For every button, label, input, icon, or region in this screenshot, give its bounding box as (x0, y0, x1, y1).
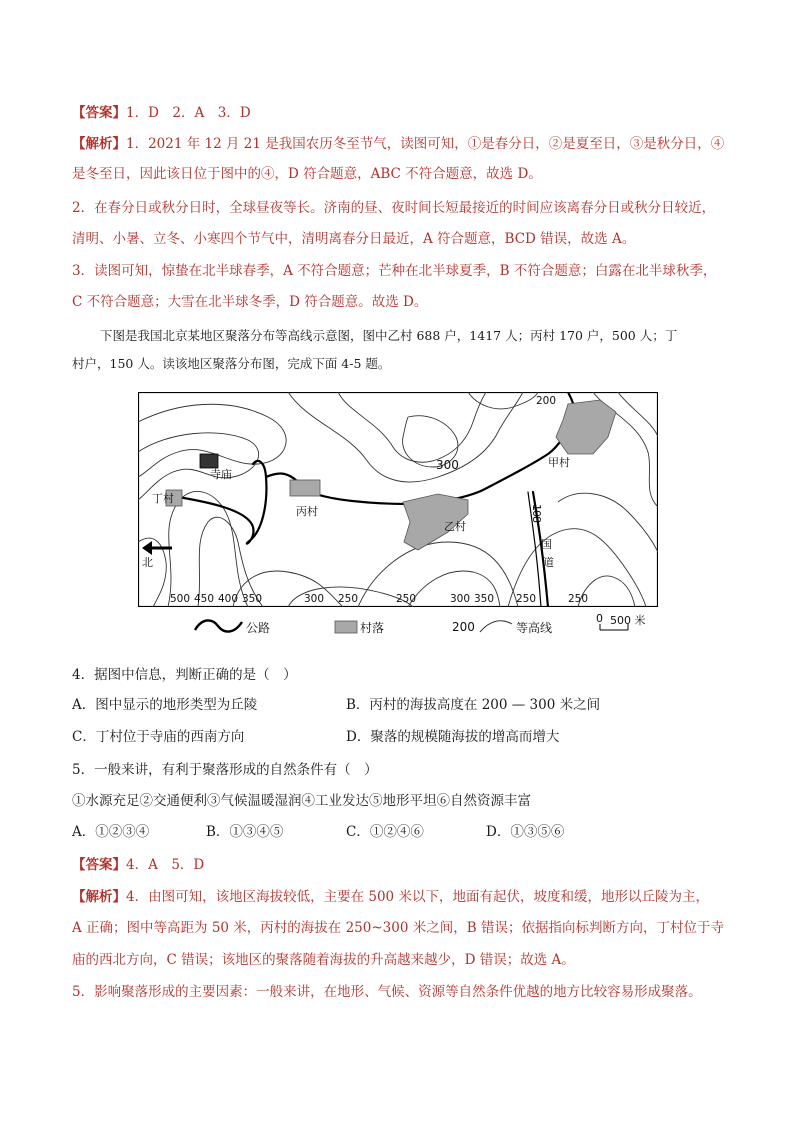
q5-option-c: C．①②④⑥ (346, 824, 424, 840)
analysis-1-line-4: 清明、小暑、立冬、小寒四个节气中，清明离春分日最近，A 符合题意，BCD 错误，故选 A。 (72, 231, 636, 247)
map-legend (190, 614, 670, 638)
answer-line-1 (72, 103, 251, 123)
analysis-tag: 【解析】 (72, 136, 126, 152)
legend-scale-zero: 0 (596, 612, 603, 625)
label-temple: 寺庙 (210, 468, 232, 481)
q4-option-c: C．丁村位于寺庙的西南方向 (72, 729, 245, 745)
analysis-1-line-2: 是冬至日，因此该日位于图中的④，D 符合题意，ABC 不符合题意，故选 D。 (72, 166, 542, 182)
answer-tag: 【答案】 (72, 105, 126, 121)
tick-label: 400 (218, 593, 239, 605)
answer-text: 1．D 2．A 3．D (126, 105, 251, 121)
label-jia: 甲村 (548, 456, 570, 469)
q4-option-a: A．图中显示的地形类型为丘陵 (72, 697, 258, 713)
analysis-2-line-3: 庙的西北方向，C 错误；该地区的聚落随着海拔的升高越来越少，D 错误；故选 A。 (72, 952, 575, 968)
village-bing (290, 480, 320, 496)
analysis-1-line-6: C 不符合题意；大雪在北半球冬季，D 符合题意。故选 D。 (72, 294, 428, 310)
intro-line-1: 下图是我国北京某地区聚落分布等高线示意图，图中乙村 688 户，1417 人；丙村 170 户，500 人；丁 (100, 328, 678, 343)
q5-stem: 5．一般来讲，有利于聚落形成的自然条件有（ ） (72, 762, 378, 778)
tick-label: 450 (194, 593, 215, 605)
legend-contour-label: 等高线 (516, 621, 553, 635)
tick-label: 350 (474, 593, 495, 605)
contour-map-svg (138, 392, 658, 607)
legend-contour-icon (480, 621, 512, 632)
answer-text: 4．A 5．D (126, 857, 205, 873)
legend-road-icon (195, 620, 242, 631)
legend-road-label: 公路 (246, 621, 271, 635)
q5-items: ①水源充足②交通便利③气候温暖湿润④工业发达⑤地形平坦⑥自然资源丰富 (72, 793, 531, 809)
tick-label: 300 (304, 593, 325, 605)
label-bing: 丙村 (296, 505, 318, 518)
tick-label: 250 (338, 593, 359, 605)
label-road-108: 108 (530, 504, 543, 522)
label-guo: 国 (541, 538, 552, 551)
analysis-2-line-2: A 正确；图中等高距为 50 米，丙村的海拔在 250~300 米之间，B 错误；依据指向标判断方向，丁村位于寺 (72, 920, 724, 936)
analysis-1-line-5: 3．读图可知，惊蛰在北半球春季，A 不符合题意；芒种在北半球夏季，B 不符合题意；白露在北半球秋季， (72, 263, 717, 279)
intro-line-2: 村户，150 人。读该地区聚落分布图，完成下面 4-5 题。 (72, 356, 391, 371)
q5-option-d: D．①③⑤⑥ (486, 824, 565, 840)
legend-village-label: 村落 (360, 621, 385, 635)
q4-stem: 4．据图中信息，判断正确的是（ ） (72, 667, 297, 683)
label-yi: 乙村 (444, 520, 466, 533)
tick-label: 250 (568, 593, 589, 605)
tick-label: 250 (516, 593, 537, 605)
label-contour-200: 200 (536, 395, 557, 407)
tick-label: 500 (170, 593, 191, 605)
q5-option-a: A．①②③④ (72, 824, 150, 840)
legend-contour-value: 200 (452, 620, 475, 634)
legend-village-icon (335, 621, 357, 633)
analysis-2-line-1 (72, 887, 709, 907)
label-north: 北 (142, 556, 153, 569)
analysis-2-line-4: 5．影响聚落形成的主要因素：一般来讲，在地形、气候、资源等自然条件优越的地方比较容易形成聚落。 (72, 984, 702, 1000)
tick-label: 350 (242, 593, 263, 605)
legend-scale-label: 500 米 (610, 614, 646, 627)
label-dao: 道 (543, 556, 554, 569)
q4-option-b: B．丙村的海拔高度在 200 — 300 米之间 (346, 697, 601, 713)
analysis-1-line-1 (72, 134, 724, 154)
analysis-tag: 【解析】 (72, 889, 126, 905)
analysis-text: 1．2021 年 12 月 21 是我国农历冬至节气，读图可知，①是春分日，②是夏至日，③是秋分日，④ (126, 136, 725, 152)
contour-map (138, 392, 658, 607)
q4-option-d: D．聚落的规模随海拔的增高而增大 (346, 729, 560, 745)
tick-label: 300 (450, 593, 471, 605)
analysis-1-line-3: 2．在春分日或秋分日时，全球昼夜等长。济南的昼、夜时间长短最接近的时间应该离春分日或秋分日较近， (72, 200, 716, 216)
tick-label: 250 (396, 593, 417, 605)
label-ding: 丁村 (152, 492, 174, 505)
answer-tag: 【答案】 (72, 857, 126, 873)
answer-line-2 (72, 855, 204, 875)
q5-option-b: B．①③④⑤ (206, 824, 284, 840)
label-contour-300: 300 (436, 458, 459, 472)
analysis-text: 4．由图可知，该地区海拔较低，主要在 500 米以下，地面有起伏，坡度和缓，地形以丘陵为主， (126, 889, 709, 905)
